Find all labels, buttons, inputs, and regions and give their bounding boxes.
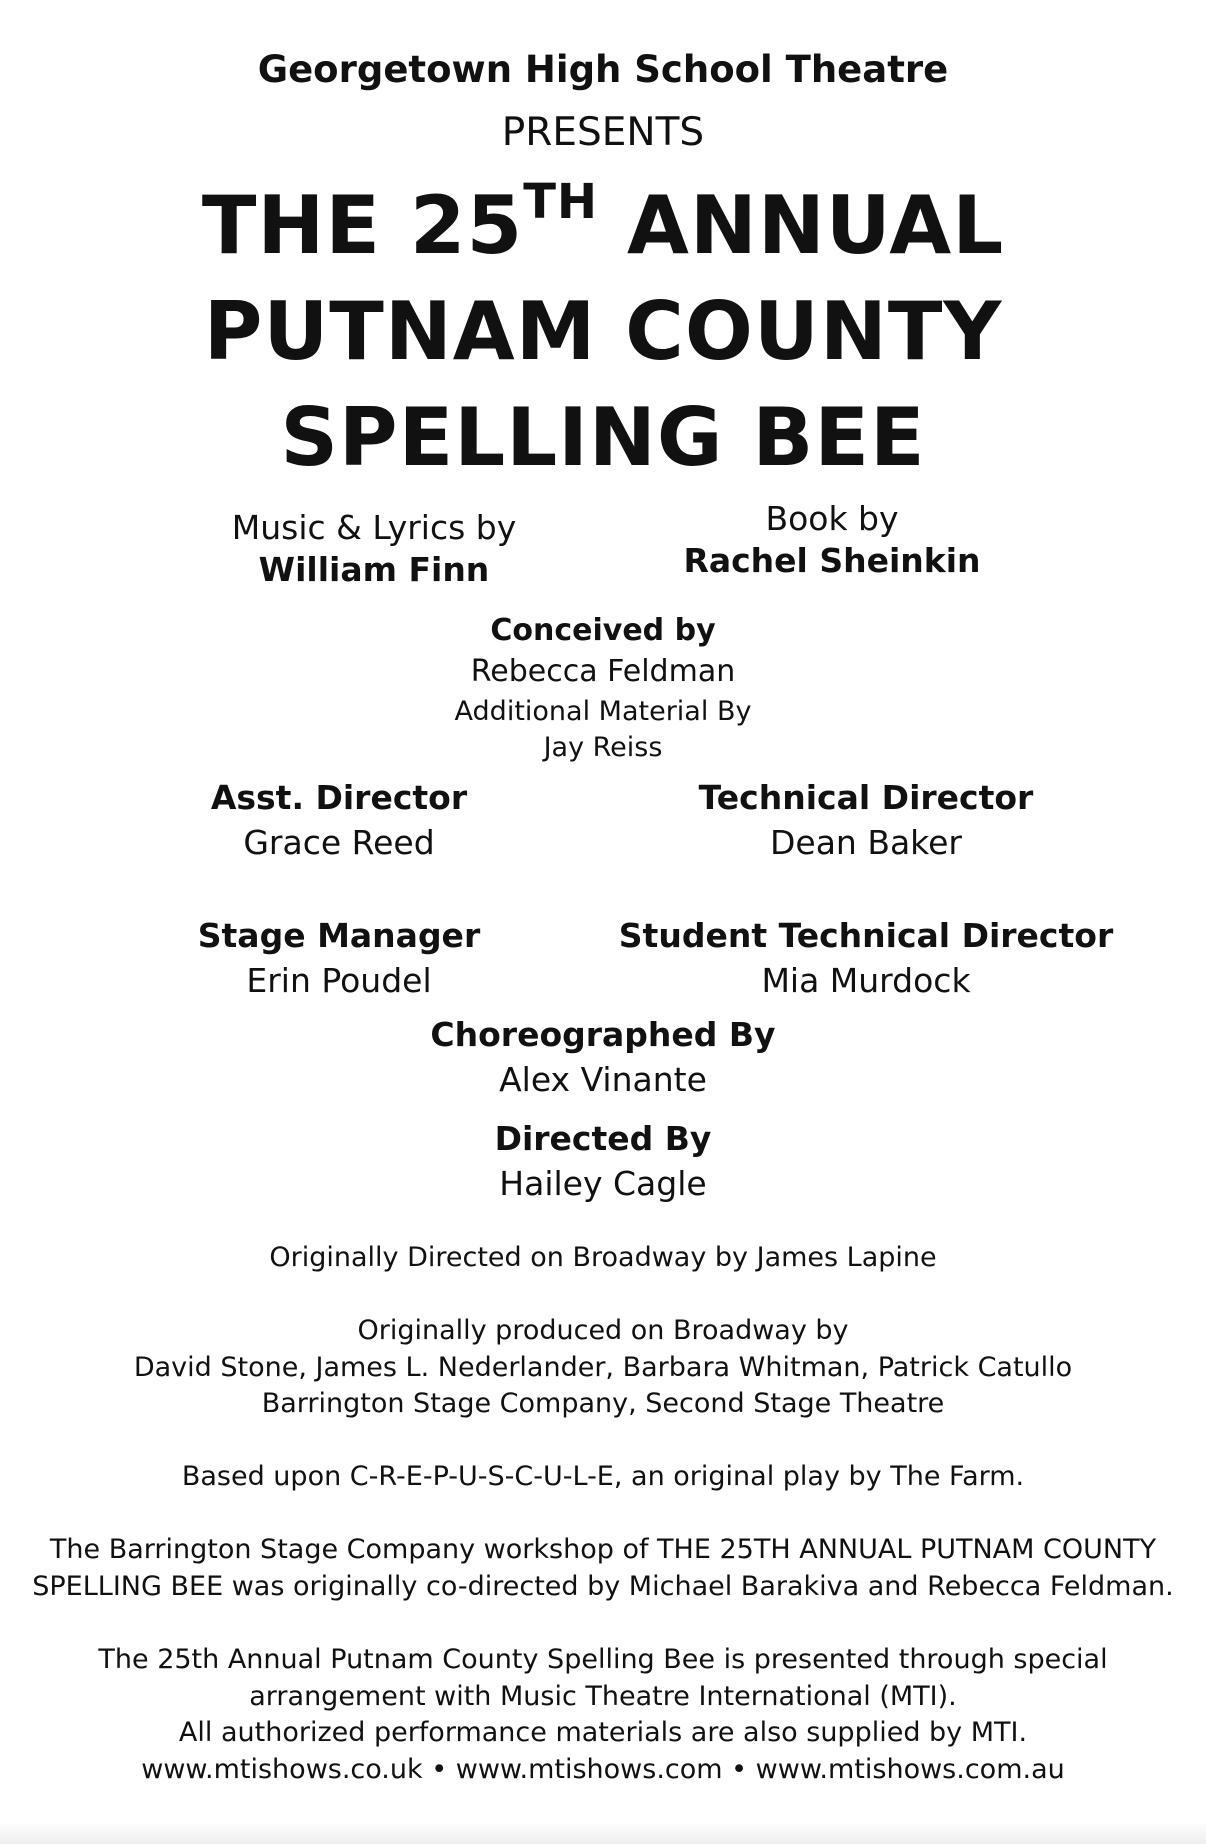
- based-upon-note: Based upon C-R-E-P-U-S-C-U-L-E, an original play by The Farm.: [181, 1461, 1025, 1492]
- book-credit: [632, 499, 1032, 580]
- original-director-note: Originally Directed on Broadway by James Lapine: [269, 1242, 937, 1273]
- show-title-line-1: [0, 174, 1206, 272]
- directed-name: Hailey Cagle: [499, 1164, 707, 1203]
- choreographed-label: Choreographed By: [430, 1015, 776, 1054]
- additional-material-name: Jay Reiss: [543, 732, 663, 763]
- student-technical-director-label: Student Technical Director: [618, 916, 1114, 955]
- directed-label: Directed By: [494, 1119, 712, 1158]
- title-prefix: THE 25: [201, 179, 524, 272]
- mti-line-3: All authorized performance materials are also supplied by MTI.: [178, 1717, 1028, 1748]
- music-lyrics-credit: [174, 508, 574, 589]
- technical-director-name: Dean Baker: [769, 823, 962, 862]
- title-suffix: ANNUAL: [598, 179, 1005, 272]
- technical-director-credit: [666, 778, 1066, 862]
- presents-label: PRESENTS: [501, 110, 705, 155]
- asst-director-label: Asst. Director: [210, 778, 468, 817]
- mti-line-2: arrangement with Music Theatre International (MTI).: [249, 1680, 957, 1712]
- music-lyrics-name: William Finn: [258, 550, 490, 589]
- mti-websites: www.mtishows.co.uk • www.mtishows.com • www.mtishows.com.au: [141, 1753, 1065, 1785]
- asst-director-credit: [139, 778, 539, 862]
- produced-line-1: Originally produced on Broadway by: [357, 1315, 849, 1346]
- show-title-line-2: PUTNAM COUNTY: [203, 285, 1003, 378]
- conceived-name: Rebecca Feldman: [470, 654, 736, 689]
- workshop-line-2: SPELLING BEE was originally co-directed by Michael Barakiva and Rebecca Feldman.: [32, 1570, 1174, 1602]
- stage-manager-credit: [139, 916, 539, 1000]
- workshop-line-1: The Barrington Stage Company workshop of THE 25TH ANNUAL PUTNAM COUNTY: [49, 1534, 1157, 1565]
- workshop-note: [0, 1532, 1206, 1605]
- show-title-line-3: SPELLING BEE: [280, 391, 926, 484]
- mti-line-1: The 25th Annual Putnam County Spelling Bee is presented through special: [98, 1644, 1108, 1675]
- stage-manager-name: Erin Poudel: [246, 961, 432, 1000]
- book-name: Rachel Sheinkin: [683, 541, 981, 580]
- student-technical-director-credit: [616, 916, 1116, 1000]
- stage-manager-label: Stage Manager: [197, 916, 481, 955]
- music-lyrics-label: Music & Lyrics by: [231, 508, 517, 547]
- produced-line-3: Barrington Stage Company, Second Stage Theatre: [261, 1388, 945, 1419]
- produced-note: [0, 1313, 1206, 1423]
- title-ordinal-suffix: TH: [523, 174, 599, 230]
- conceived-label: Conceived by: [490, 613, 716, 648]
- produced-line-2: David Stone, James L. Nederlander, Barbara Whitman, Patrick Catullo: [133, 1351, 1073, 1383]
- additional-material-label: Additional Material By: [454, 696, 752, 727]
- technical-director-label: Technical Director: [698, 778, 1034, 817]
- student-technical-director-name: Mia Murdock: [761, 961, 971, 1000]
- choreographed-name: Alex Vinante: [499, 1060, 707, 1099]
- mti-note: [0, 1642, 1206, 1788]
- book-label: Book by: [765, 499, 899, 538]
- asst-director-name: Grace Reed: [243, 823, 435, 862]
- page-bottom-edge: [0, 1822, 1206, 1844]
- presenter-name: Georgetown High School Theatre: [257, 48, 949, 91]
